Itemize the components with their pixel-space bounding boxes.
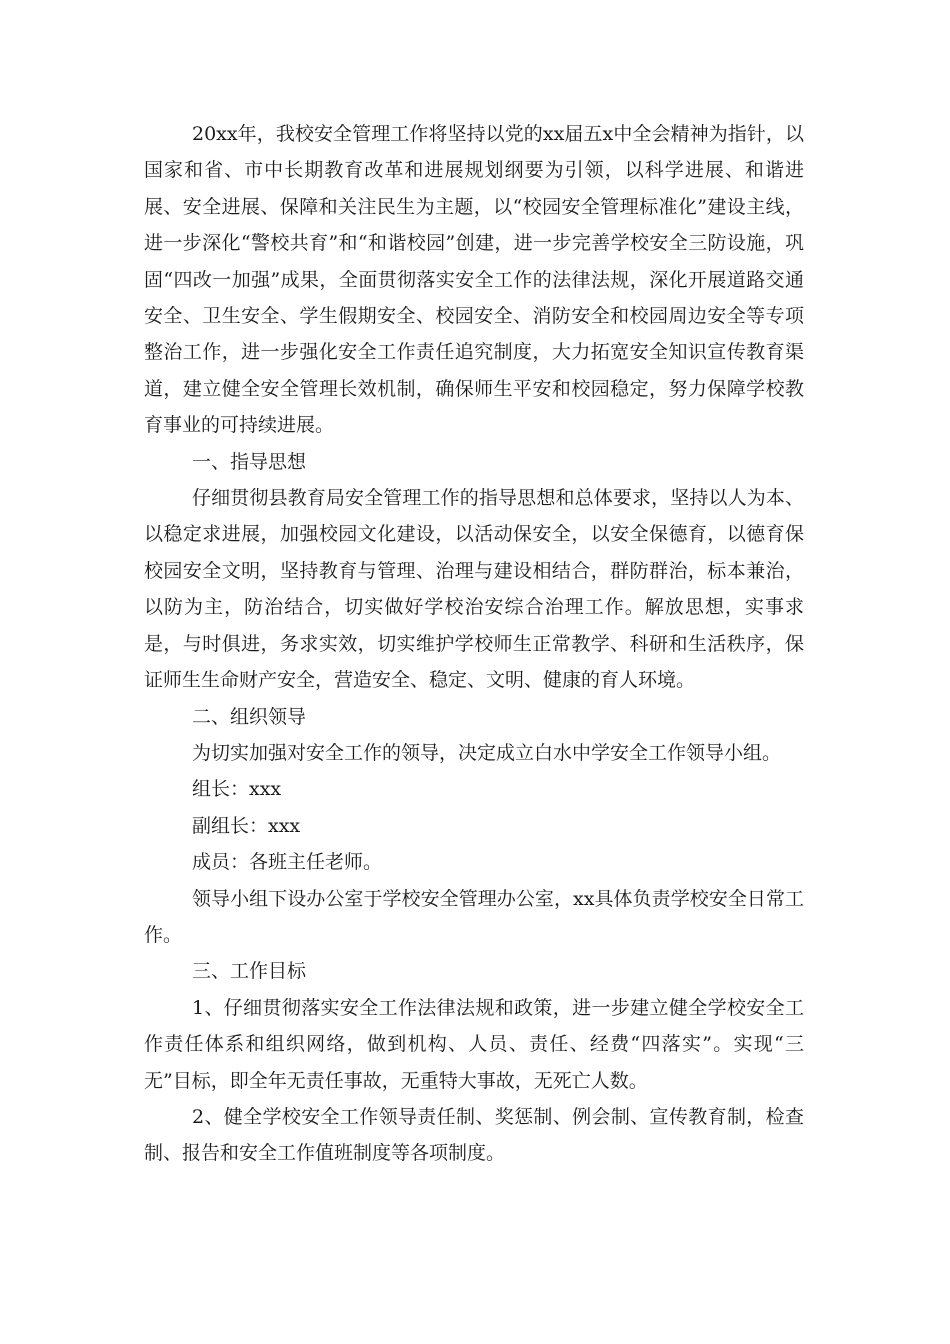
organization-paragraph: 为切实加强对安全工作的领导，决定成立白水中学安全工作领导小组。 (192, 741, 782, 764)
goal-1-paragraph: 1、仔细贯彻落实安全工作法律法规和政策，进一步建立健全学校安全工作责任体系和组织网络，做到机构、人员、责任、经费“四落实”。实现“三无”目标，即全年无责任事故，无重特大事故，无死亡人数。 (144, 996, 804, 1092)
section-heading-organization: 二、组织领导 (192, 705, 307, 728)
document-body (144, 116, 804, 1172)
deputy-leader-line: 副组长：xxx (192, 814, 301, 837)
section-heading-work-goals: 三、工作目标 (192, 960, 307, 983)
members-line: 成员：各班主任老师。 (192, 851, 383, 874)
group-leader-line: 组长：xxx (192, 778, 282, 801)
intro-paragraph: 20xx年，我校安全管理工作将坚持以党的xx届五x中全会精神为指针，以国家和省、市中长期教育改革和进展规划纲要为引领，以科学进展、和谐进展、安全进展、保障和关注民生为主题，以“校园安全管理标准化”建设主线，进一步深化“警校共育”和“和谐校园”创建，进一步完善学校安全三防设施，巩固“四改一加强”成果，全面贯彻落实安全工作的法律法规，深化开展道路交通安全、卫生安全、学生假期安全、校园安全、消防安全和校园周边安全等专项整治工作，进一步强化安全工作责任追究制度，大力拓宽安全知识宣传教育渠道，建立健全安全管理长效机制，确保师生平安和校园稳定，努力保障学校教育事业的可持续进展。 (144, 123, 804, 437)
office-paragraph: 领导小组下设办公室于学校安全管理办公室，xx具体负责学校安全日常工作。 (144, 887, 804, 946)
goal-2-paragraph: 2、健全学校安全工作领导责任制、奖惩制、例会制、宣传教育制，检查制、报告和安全工作值班制度等各项制度。 (144, 1105, 804, 1165)
section-heading-guiding-thought: 一、指导思想 (192, 450, 307, 473)
guiding-thought-paragraph: 仔细贯彻县教育局安全管理工作的指导思想和总体要求，坚持以人为本、以稳定求进展，加强校园文化建设，以活动保安全，以安全保德育，以德育保校园安全文明，坚持教育与管理、治理与建设相结合，群防群治，标本兼治，以防为主，防治结合，切实做好学校治安综合治理工作。解放思想，实事求是，与时俱进，务求实效，切实维护学校师生正常教学、科研和生活秩序，保证师生生命财产安全，营造安全、稳定、文明、健康的育人环境。 (144, 487, 804, 692)
